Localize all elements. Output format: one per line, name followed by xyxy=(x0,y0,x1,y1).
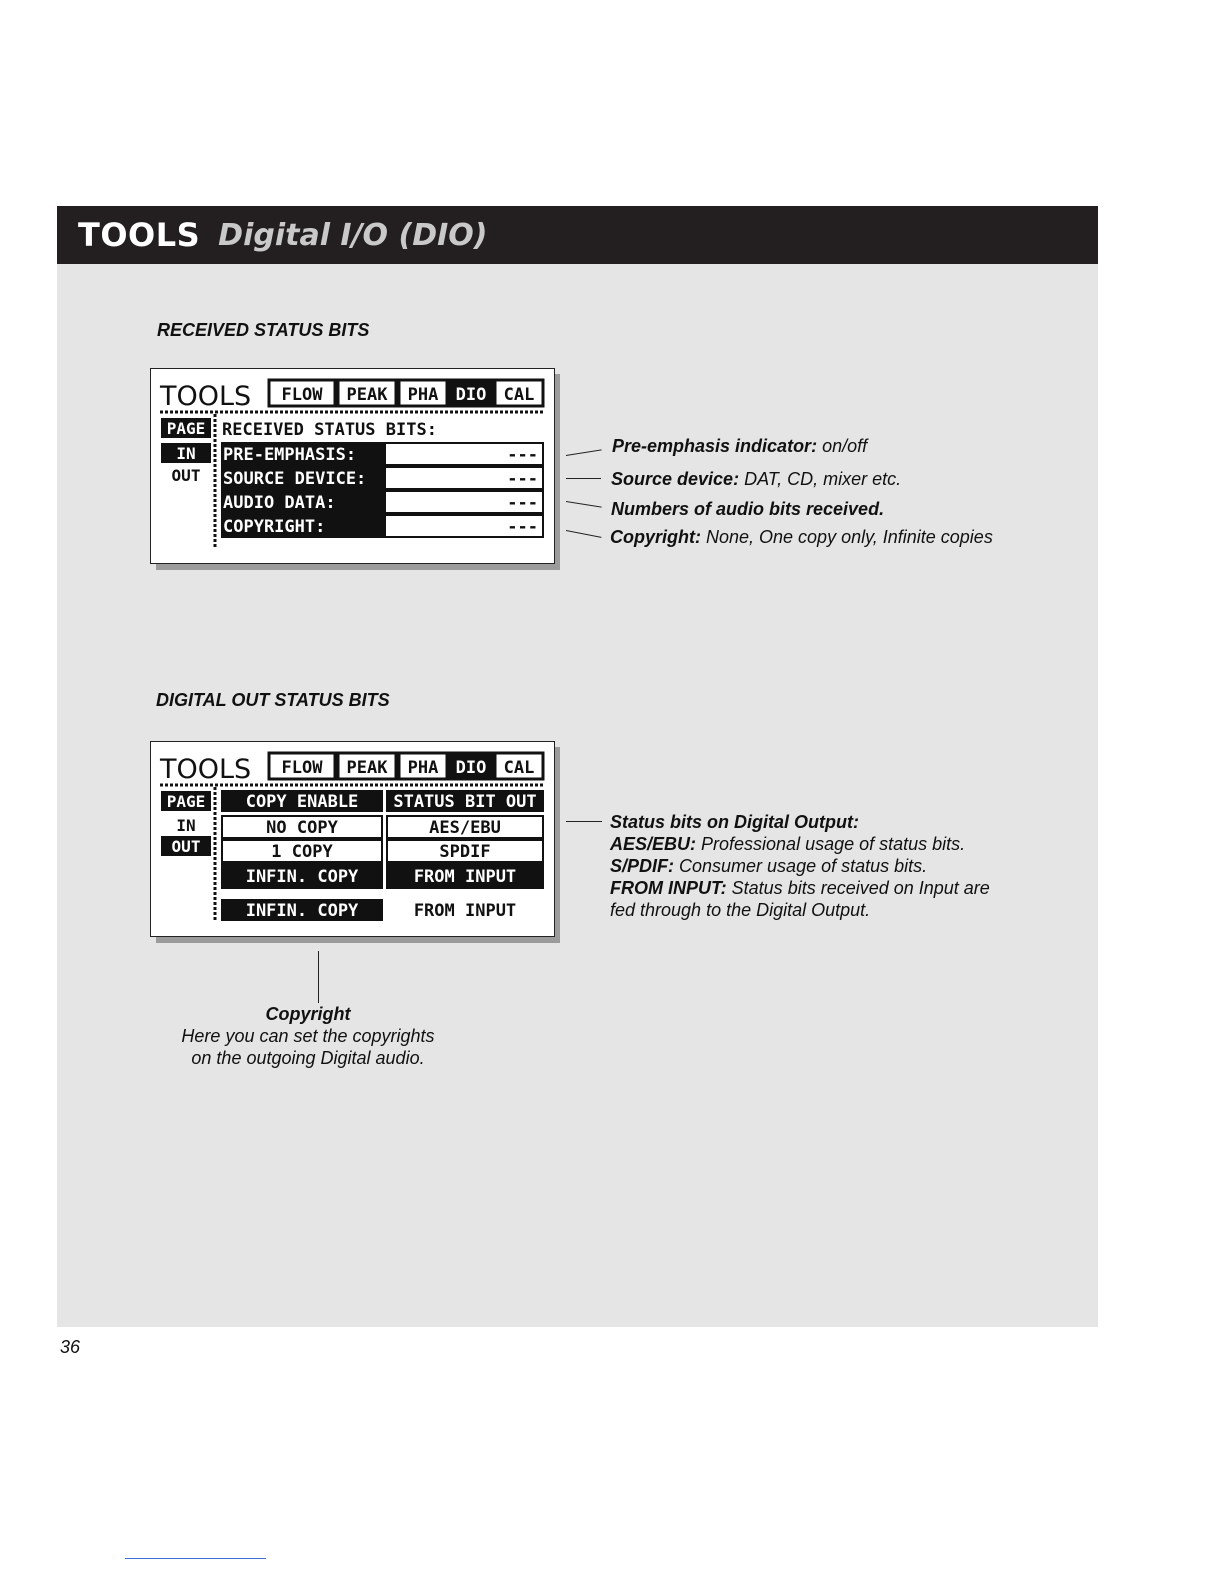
lcd-copy-option[interactable]: NO COPY xyxy=(266,818,338,838)
lcd-row-value: --- xyxy=(507,469,538,489)
section-title-digital-out: DIGITAL OUT STATUS BITS xyxy=(156,690,390,710)
tab-cal[interactable]: CAL xyxy=(503,385,535,405)
lcd-row-label: PRE-EMPHASIS: xyxy=(223,445,357,465)
lcd-page-out[interactable]: OUT xyxy=(171,837,201,856)
annotation-copyright: Copyright: None, One copy only, Infinite copies xyxy=(610,527,993,547)
lcd-page-in[interactable]: IN xyxy=(176,444,196,463)
lcd-row-label: COPYRIGHT: xyxy=(223,517,326,537)
section-title-received: RECEIVED STATUS BITS xyxy=(157,320,370,340)
leader-line xyxy=(318,951,319,1003)
annotation-status-bits-out: Status bits on Digital Output: AES/EBU: Professional usage of status bits. S/PDIF: Consumer usage of status bits. FROM INPUT: Status bits received on Input are fed through to the Digital Output. xyxy=(610,812,990,920)
tab-dio[interactable]: DIO xyxy=(455,385,487,405)
lcd-brand: TOOLS xyxy=(160,381,252,412)
lcd-received-status xyxy=(150,368,555,564)
lcd-status-value: FROM INPUT xyxy=(413,901,517,921)
lcd-page-label: PAGE xyxy=(166,419,206,438)
lcd-status-option[interactable]: FROM INPUT xyxy=(413,867,517,887)
lcd-status-option[interactable]: SPDIF xyxy=(439,842,491,862)
lcd-row-value: --- xyxy=(507,517,538,537)
lcd-col1-header: COPY ENABLE xyxy=(245,792,359,812)
tab-flow[interactable]: FLOW xyxy=(281,758,323,778)
tab-peak[interactable]: PEAK xyxy=(346,758,388,778)
lcd-digital-out-status xyxy=(150,741,555,937)
lcd-copy-value: INFIN. COPY xyxy=(245,901,359,921)
caption-copyright: Copyright Here you can set the copyrights on the outgoing Digital audio. xyxy=(181,1004,435,1068)
lcd-col2-header: STATUS BIT OUT xyxy=(393,792,537,812)
lcd-page-out[interactable]: OUT xyxy=(171,466,201,485)
lcd-copy-option[interactable]: 1 COPY xyxy=(271,842,333,862)
annotation-audio-bits: Numbers of audio bits received. xyxy=(611,499,885,519)
lcd-heading: RECEIVED STATUS BITS: xyxy=(222,420,437,440)
lcd-brand: TOOLS xyxy=(160,754,252,785)
leader-line xyxy=(566,821,602,822)
page-number: 36 xyxy=(60,1337,81,1357)
leader-line xyxy=(566,478,601,479)
lcd-tabs xyxy=(269,380,543,406)
lcd-row-value: --- xyxy=(507,493,538,513)
lcd-copy-option[interactable]: INFIN. COPY xyxy=(245,867,359,887)
page-header xyxy=(57,206,1098,264)
lcd-page-label: PAGE xyxy=(166,792,206,811)
lcd-status-option[interactable]: AES/EBU xyxy=(429,818,501,838)
footer-rule xyxy=(125,1558,266,1559)
header-title: TOOLS xyxy=(78,216,201,254)
header-subtitle: Digital I/O (DIO) xyxy=(218,217,488,253)
tab-dio[interactable]: DIO xyxy=(455,758,487,778)
lcd-tabs xyxy=(269,753,543,779)
tab-pha[interactable]: PHA xyxy=(407,758,439,778)
annotation-source-device: Source device: DAT, CD, mixer etc. xyxy=(611,469,902,489)
lcd-row-label: AUDIO DATA: xyxy=(223,493,336,513)
lcd-page-in[interactable]: IN xyxy=(176,816,196,835)
tab-peak[interactable]: PEAK xyxy=(346,385,388,405)
lcd-row-value: --- xyxy=(507,445,538,465)
annotation-pre-emphasis: Pre-emphasis indicator: on/off xyxy=(612,436,868,456)
lcd-row-label: SOURCE DEVICE: xyxy=(223,469,367,489)
tab-cal[interactable]: CAL xyxy=(503,758,535,778)
tab-flow[interactable]: FLOW xyxy=(281,385,323,405)
tab-pha[interactable]: PHA xyxy=(407,385,439,405)
